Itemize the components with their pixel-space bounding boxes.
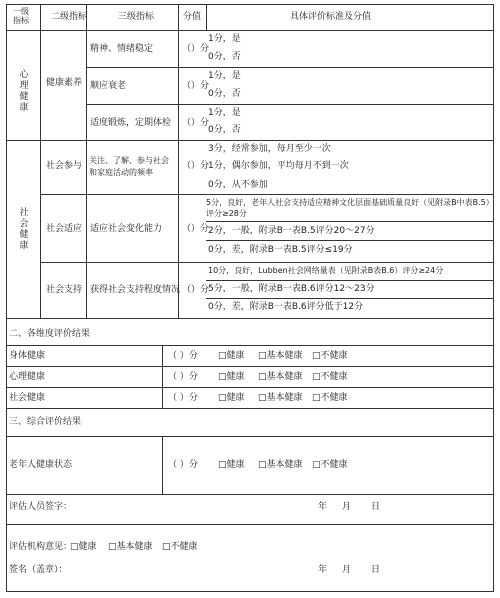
overall-score[interactable]: （ ）分 (168, 460, 198, 470)
dimension-opt-psych-3[interactable]: □不健康 (312, 372, 348, 382)
participation-opt-2: 1分，偶尔参加，平均每月不到一次 (208, 161, 349, 171)
psych-opt-3b: 0分，否 (208, 125, 241, 135)
overall-opt-2[interactable]: □基本健康 (258, 460, 303, 470)
psych-score-3: （）分 (182, 118, 210, 128)
support-opt-2: 5分，一般，附录B一表B.6评分12～23分 (208, 284, 375, 294)
psych-opt-1b: 0分，否 (208, 52, 241, 62)
institution-label: 评估机构意见： (9, 542, 73, 552)
level1-psych: 心理健康 (19, 70, 29, 113)
institution-opt-2[interactable]: □基本健康 (108, 542, 153, 552)
dimension-opt-social-3[interactable]: □不健康 (312, 393, 348, 403)
dimension-opt-social-1[interactable]: □健康 (218, 393, 245, 403)
institution-day: 日 (371, 565, 381, 575)
overall-opt-1[interactable]: □健康 (218, 460, 245, 470)
adaptation-item: 适应社会变化能力 (90, 224, 163, 234)
support-opt-1: 10分，良好，Lubben社会网络量表（见附录B表B.6）评分≥24分 (208, 266, 444, 275)
participation-item: 关注、了解、参与社会和家庭活动的频率 (89, 156, 169, 177)
participation-opt-3: 0分，从不参加 (208, 180, 268, 190)
dimension-label-psych: 心理健康 (9, 372, 46, 382)
adaptation-opt-1: 5分，良好，老年人社会支持适应精神文化层面基础质量良好（见附录B中表B.5）评分≥28分 (206, 198, 490, 218)
adaptation-opt-3: 0分，差，附录B一表B.5评分≤19分 (208, 245, 353, 255)
level1-social: 社会健康 (19, 208, 29, 251)
header-score: 分值 (183, 12, 202, 22)
level2-adaptation: 社会适应 (46, 224, 83, 234)
dimension-opt-psych-1[interactable]: □健康 (218, 372, 245, 382)
psych-score-1: （）分 (182, 44, 210, 54)
overall-heading: 三、综合评价结果 (9, 417, 82, 427)
participation-score: （）分 (182, 161, 210, 171)
institution-opt-3[interactable]: □不健康 (162, 542, 198, 552)
header-criteria: 具体评价标准及分值 (290, 12, 372, 22)
psych-item-2: 顺应衰老 (90, 81, 127, 91)
dimension-opt-physical-3[interactable]: □不健康 (312, 351, 348, 361)
header-level1: 一级 指标 (13, 7, 29, 25)
dimension-heading: 二、各维度评价结果 (9, 329, 91, 339)
level2-support: 社会支持 (46, 285, 83, 295)
dimension-opt-physical-1[interactable]: □健康 (218, 351, 245, 361)
dimension-opt-social-2[interactable]: □基本健康 (258, 393, 303, 403)
institution-month: 月 (342, 565, 352, 575)
header-level2: 二级指标 (51, 12, 88, 22)
support-score: （）分 (182, 285, 210, 295)
psych-item-1: 精神、情绪稳定 (90, 44, 154, 54)
psych-score-2: （）分 (182, 81, 210, 91)
psych-opt-1a: 1分，是 (208, 34, 241, 44)
psych-opt-2a: 1分，是 (208, 71, 241, 81)
adaptation-score: （）分 (182, 224, 210, 234)
assessor-year: 年 (318, 502, 328, 512)
support-item: 获得社会支持程度情况 (90, 285, 181, 295)
dimension-opt-psych-2[interactable]: □基本健康 (258, 372, 303, 382)
institution-opt-1[interactable]: □健康 (70, 542, 97, 552)
header-level3: 三级指标 (118, 12, 155, 22)
dimension-label-social: 社会健康 (9, 393, 46, 403)
participation-opt-1: 3分，经常参加，每月至少一次 (208, 144, 331, 154)
institution-seal-label: 签名（盖章）： (9, 565, 68, 575)
level2-literacy: 健康素养 (46, 78, 83, 88)
overall-opt-3[interactable]: □不健康 (312, 460, 348, 470)
institution-year: 年 (318, 565, 328, 575)
support-opt-3: 0分，差，附录B一表B.6评分低于12分 (208, 302, 364, 312)
dimension-score-social[interactable]: （ ）分 (168, 393, 198, 403)
adaptation-opt-2: 2分，一般，附录B一表B.5评分20～27分 (208, 226, 375, 236)
assessor-day: 日 (371, 502, 381, 512)
psych-item-3: 适度锻炼，定期体检 (90, 118, 172, 128)
dimension-score-physical[interactable]: （ ）分 (168, 351, 198, 361)
overall-label: 老年人健康状态 (9, 460, 73, 470)
psych-opt-2b: 0分，否 (208, 89, 241, 99)
dimension-opt-physical-2[interactable]: □基本健康 (258, 351, 303, 361)
dimension-score-psych[interactable]: （ ）分 (168, 372, 198, 382)
assessor-signature-label: 评估人员签字： (9, 502, 73, 512)
dimension-label-physical: 身体健康 (9, 351, 46, 361)
psych-opt-3a: 1分，是 (208, 108, 241, 118)
assessor-month: 月 (342, 502, 352, 512)
level2-participation: 社会参与 (46, 161, 83, 171)
